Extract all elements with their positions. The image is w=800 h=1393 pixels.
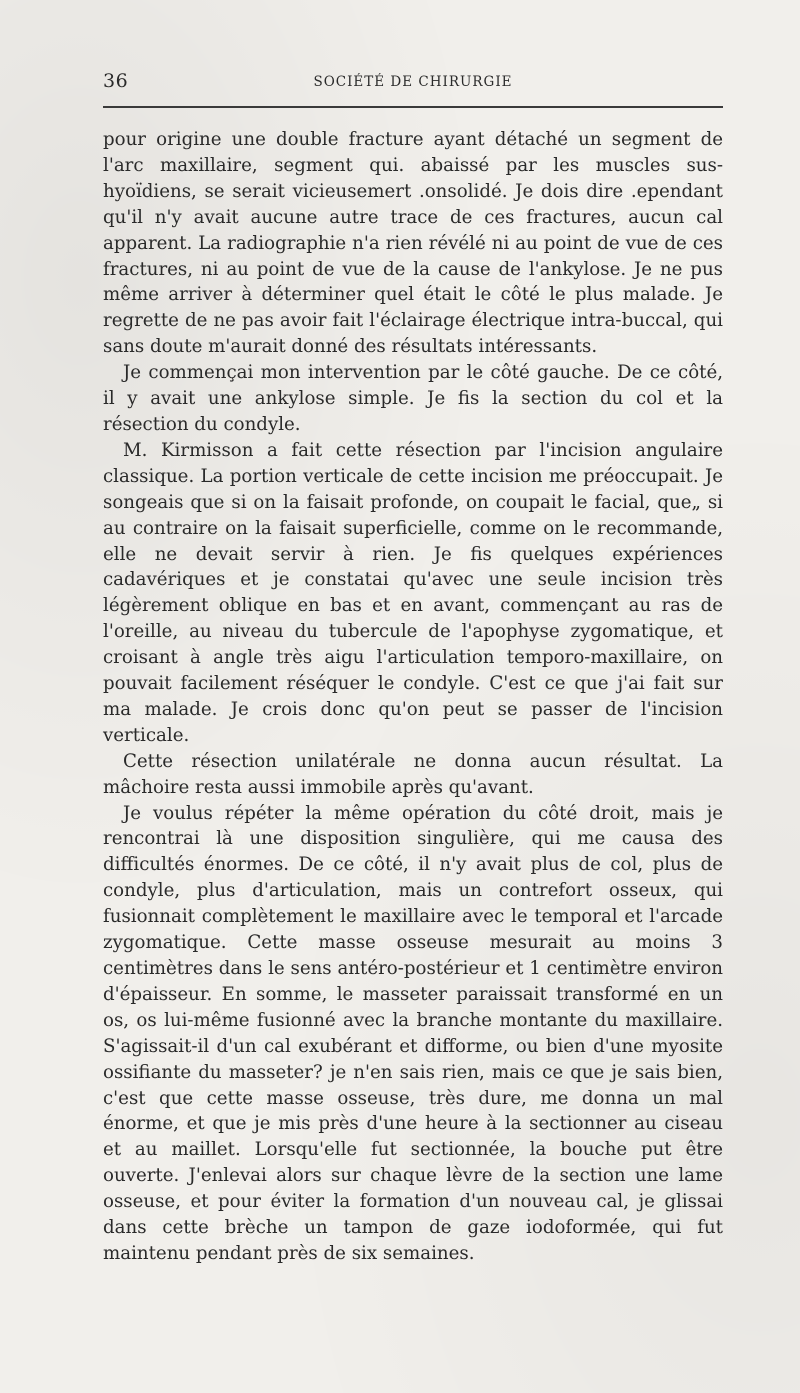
- paragraph: pour origine une double fracture ayant détaché un segment de l'arc maxillaire, segment qui. abaissé par les muscles sus-hyoïdiens, se serait vicieusemert .onsolidé. Je dois dire .ependant qu'il n'y avait aucune autre trace de ces fractures, aucun cal apparent. La radiographie n'a rien révélé ni au point de vue de ces fractures, ni au point de vue de la cause de l'ankylose. Je ne pus même arriver à déterminer quel était le côté le plus malade. Je regrette de ne pas avoir fait l'éclairage électrique intra-buccal, qui sans doute m'aurait donné des résultats intéressants.: [103, 129, 723, 358]
- page-number: 36: [103, 70, 129, 92]
- paragraph: Cette résection unilatérale ne donna aucun résultat. La mâchoire resta aussi immobile après qu'avant.: [103, 750, 723, 798]
- body-text: [103, 127, 723, 1267]
- paragraph: M. Kirmisson a fait cette résection par l'incision angulaire classique. La portion verticale de cette incision me préoccupait. Je songeais que si on la faisait profonde, on coupait le facial, que„ si au contraire on la faisait superficielle, comme on le recommande, elle ne devait servir à rien. Je fis quelques expériences cadavériques et je constatai qu'avec une seule incision très légèrement oblique en bas et en avant, commençant au ras de l'oreille, au niveau du tubercule de l'apophyse zygomatique, et croisant à angle très aigu l'articulation temporo-maxillaire, on pouvait facilement réséquer le condyle. C'est ce que j'ai fait sur ma malade. Je crois donc qu'on peut se passer de l'incision verticale.: [103, 439, 723, 746]
- paragraph: Je commençai mon intervention par le côté gauche. De ce côté, il y avait une ankylose simple. Je fis la section du col et la résection du condyle.: [103, 362, 723, 435]
- paragraph: Je voulus répéter la même opération du côté droit, mais je rencontrai là une disposition singulière, qui me causa des difficultés énormes. De ce côté, il n'y avait plus de col, plus de condyle, plus d'articulation, mais un contrefort osseux, qui fusionnait complètement le maxillaire avec le temporal et l'arcade zygomatique. Cette masse osseuse mesurait au moins 3 centimètres dans le sens antéro-postérieur et 1 centimètre environ d'épaisseur. En somme, le masseter paraissait transformé en un os, os lui-même fusionné avec la branche montante du maxillaire. S'agissait-il d'un cal exubérant et difforme, ou bien d'une myosite ossifiante du masseter? je n'en sais rien, mais ce que je sais bien, c'est que cette masse osseuse, très dure, me donna un mal énorme, et que je mis près d'une heure à la sectionner au ciseau et au maillet. Lorsqu'elle fut sectionnée, la bouche put être ouverte. J'enlevai alors sur chaque lèvre de la section une lame osseuse, et pour éviter la formation d'un nouveau cal, je glissai dans cette brèche un tampon de gaze iodoformée, qui fut maintenu pendant près de six semaines.: [103, 802, 723, 1264]
- page-header: [103, 68, 723, 98]
- running-title: SOCIÉTÉ DE CHIRURGIE: [313, 74, 513, 90]
- header-rule: [103, 106, 723, 108]
